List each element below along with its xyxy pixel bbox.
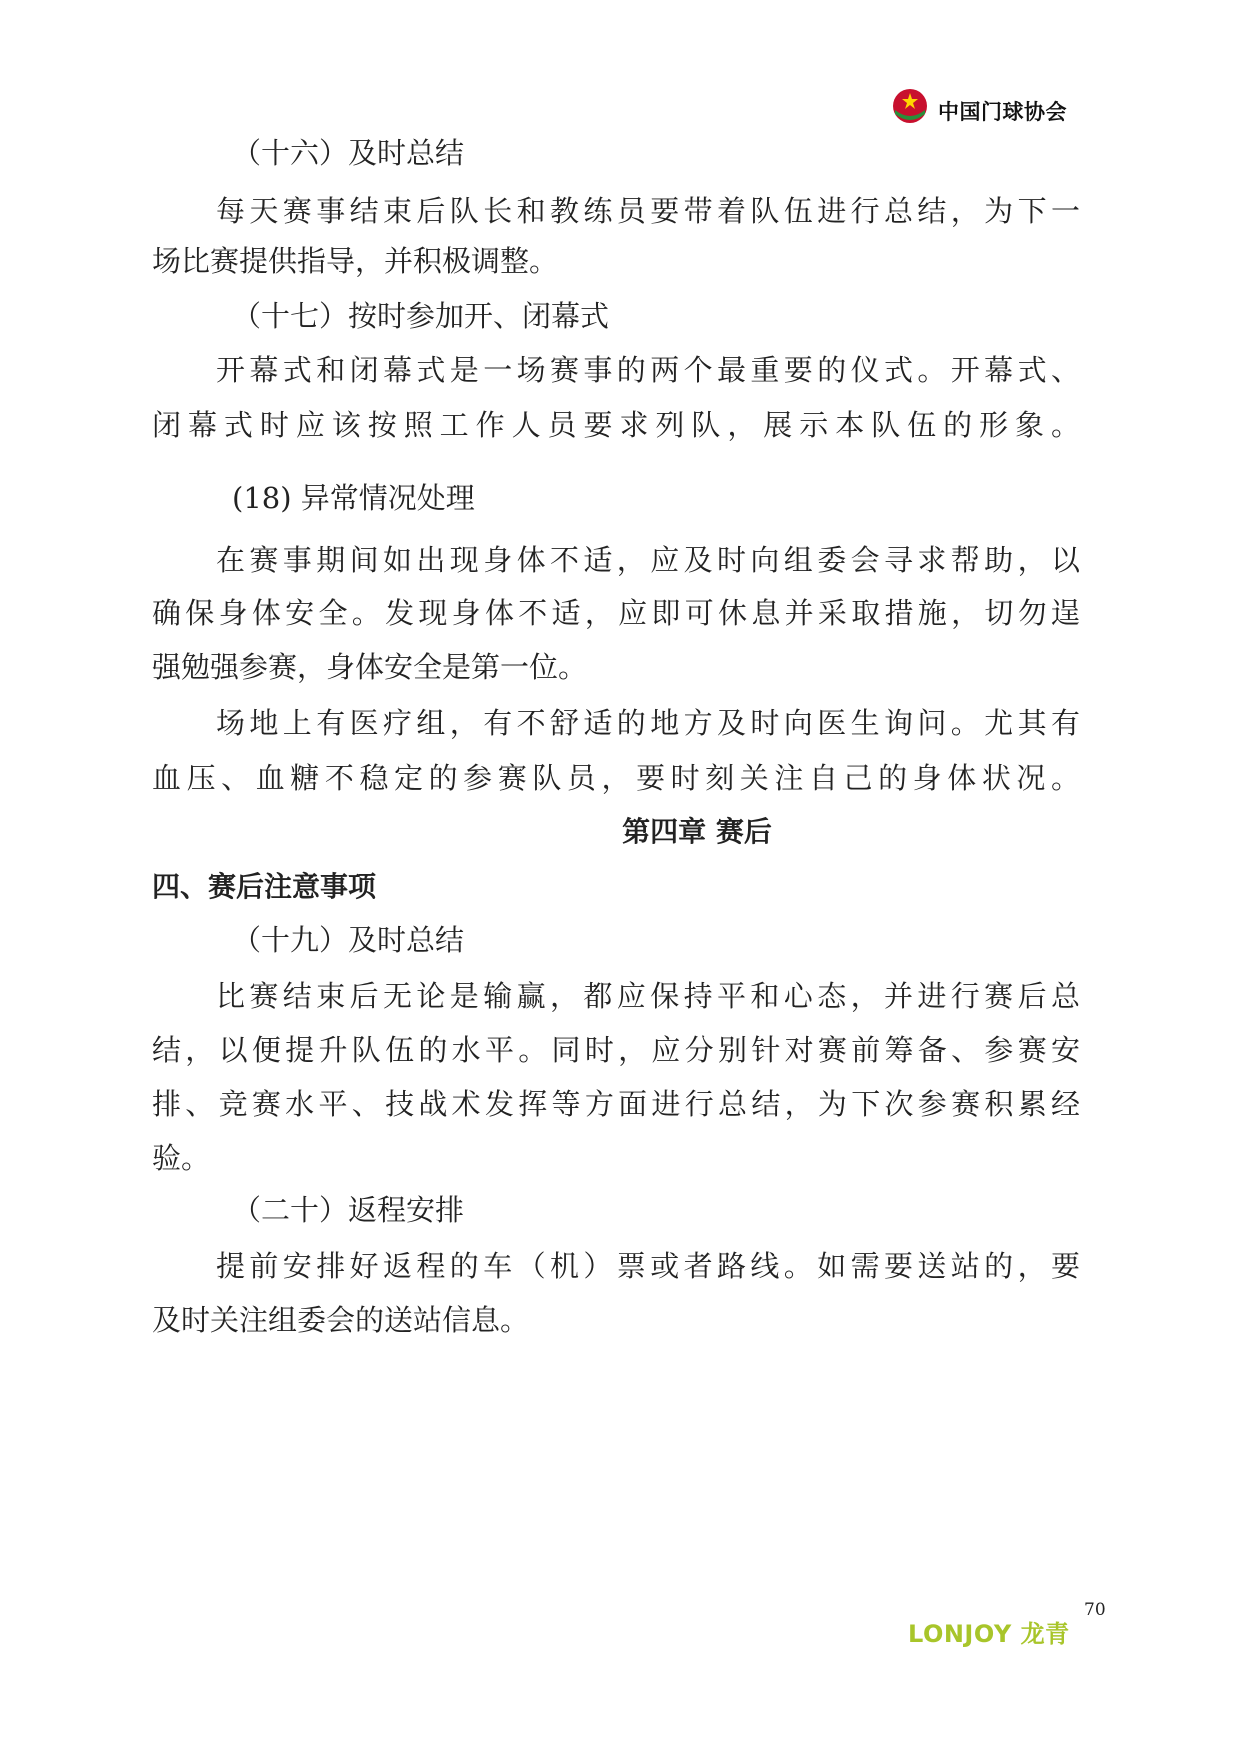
- footer-brand-logo: LONJOY 龙青: [908, 1620, 1070, 1648]
- paragraph-line: 每天赛事结束后队长和教练员要带着队伍进行总结，为下一: [216, 194, 1080, 228]
- subheading-19: （十九）及时总结: [232, 923, 465, 957]
- paragraph-line: 场比赛提供指导，并积极调整。: [152, 244, 559, 278]
- chapter-title: 第四章 赛后: [622, 815, 772, 848]
- paragraph-line: 在赛事期间如出现身体不适，应及时向组委会寻求帮助，以: [216, 543, 1080, 577]
- subheading-17: （十七）按时参加开、闭幕式: [232, 299, 610, 333]
- paragraph-line: 闭幕式时应该按照工作人员要求列队，展示本队伍的形象。: [152, 408, 1080, 442]
- paragraph-line: 验。: [152, 1141, 211, 1175]
- page-number: 70: [1084, 1600, 1106, 1620]
- paragraph-line: 比赛结束后无论是输赢，都应保持平和心态，并进行赛后总: [216, 979, 1080, 1013]
- paragraph-line: 场地上有医疗组，有不舒适的地方及时向医生询问。尤其有: [216, 706, 1080, 740]
- paragraph-line: 血压、血糖不稳定的参赛队员，要时刻关注自己的身体状况。: [152, 761, 1080, 795]
- paragraph-line: 结，以便提升队伍的水平。同时，应分别针对赛前筹备、参赛安: [152, 1033, 1080, 1067]
- subheading-18: (18) 异常情况处理: [232, 481, 475, 515]
- org-name: 中国门球协会: [938, 100, 1067, 124]
- subheading-16: （十六）及时总结: [232, 136, 465, 170]
- paragraph-line: 开幕式和闭幕式是一场赛事的两个最重要的仪式。开幕式、: [216, 353, 1080, 387]
- paragraph-line: 强勉强参赛，身体安全是第一位。: [152, 650, 588, 684]
- paragraph-line: 确保身体安全。发现身体不适，应即可休息并采取措施，切勿逞: [152, 596, 1080, 630]
- paragraph-line: 排、竞赛水平、技战术发挥等方面进行总结，为下次参赛积累经: [152, 1087, 1080, 1121]
- header-logo: [890, 86, 1120, 126]
- section-heading: 四、赛后注意事项: [152, 870, 377, 903]
- paragraph-line: 及时关注组委会的送站信息。: [152, 1303, 530, 1337]
- association-emblem-icon: [890, 86, 930, 126]
- subheading-20: （二十）返程安排: [232, 1193, 465, 1227]
- paragraph-line: 提前安排好返程的车（机）票或者路线。如需要送站的，要: [216, 1249, 1080, 1283]
